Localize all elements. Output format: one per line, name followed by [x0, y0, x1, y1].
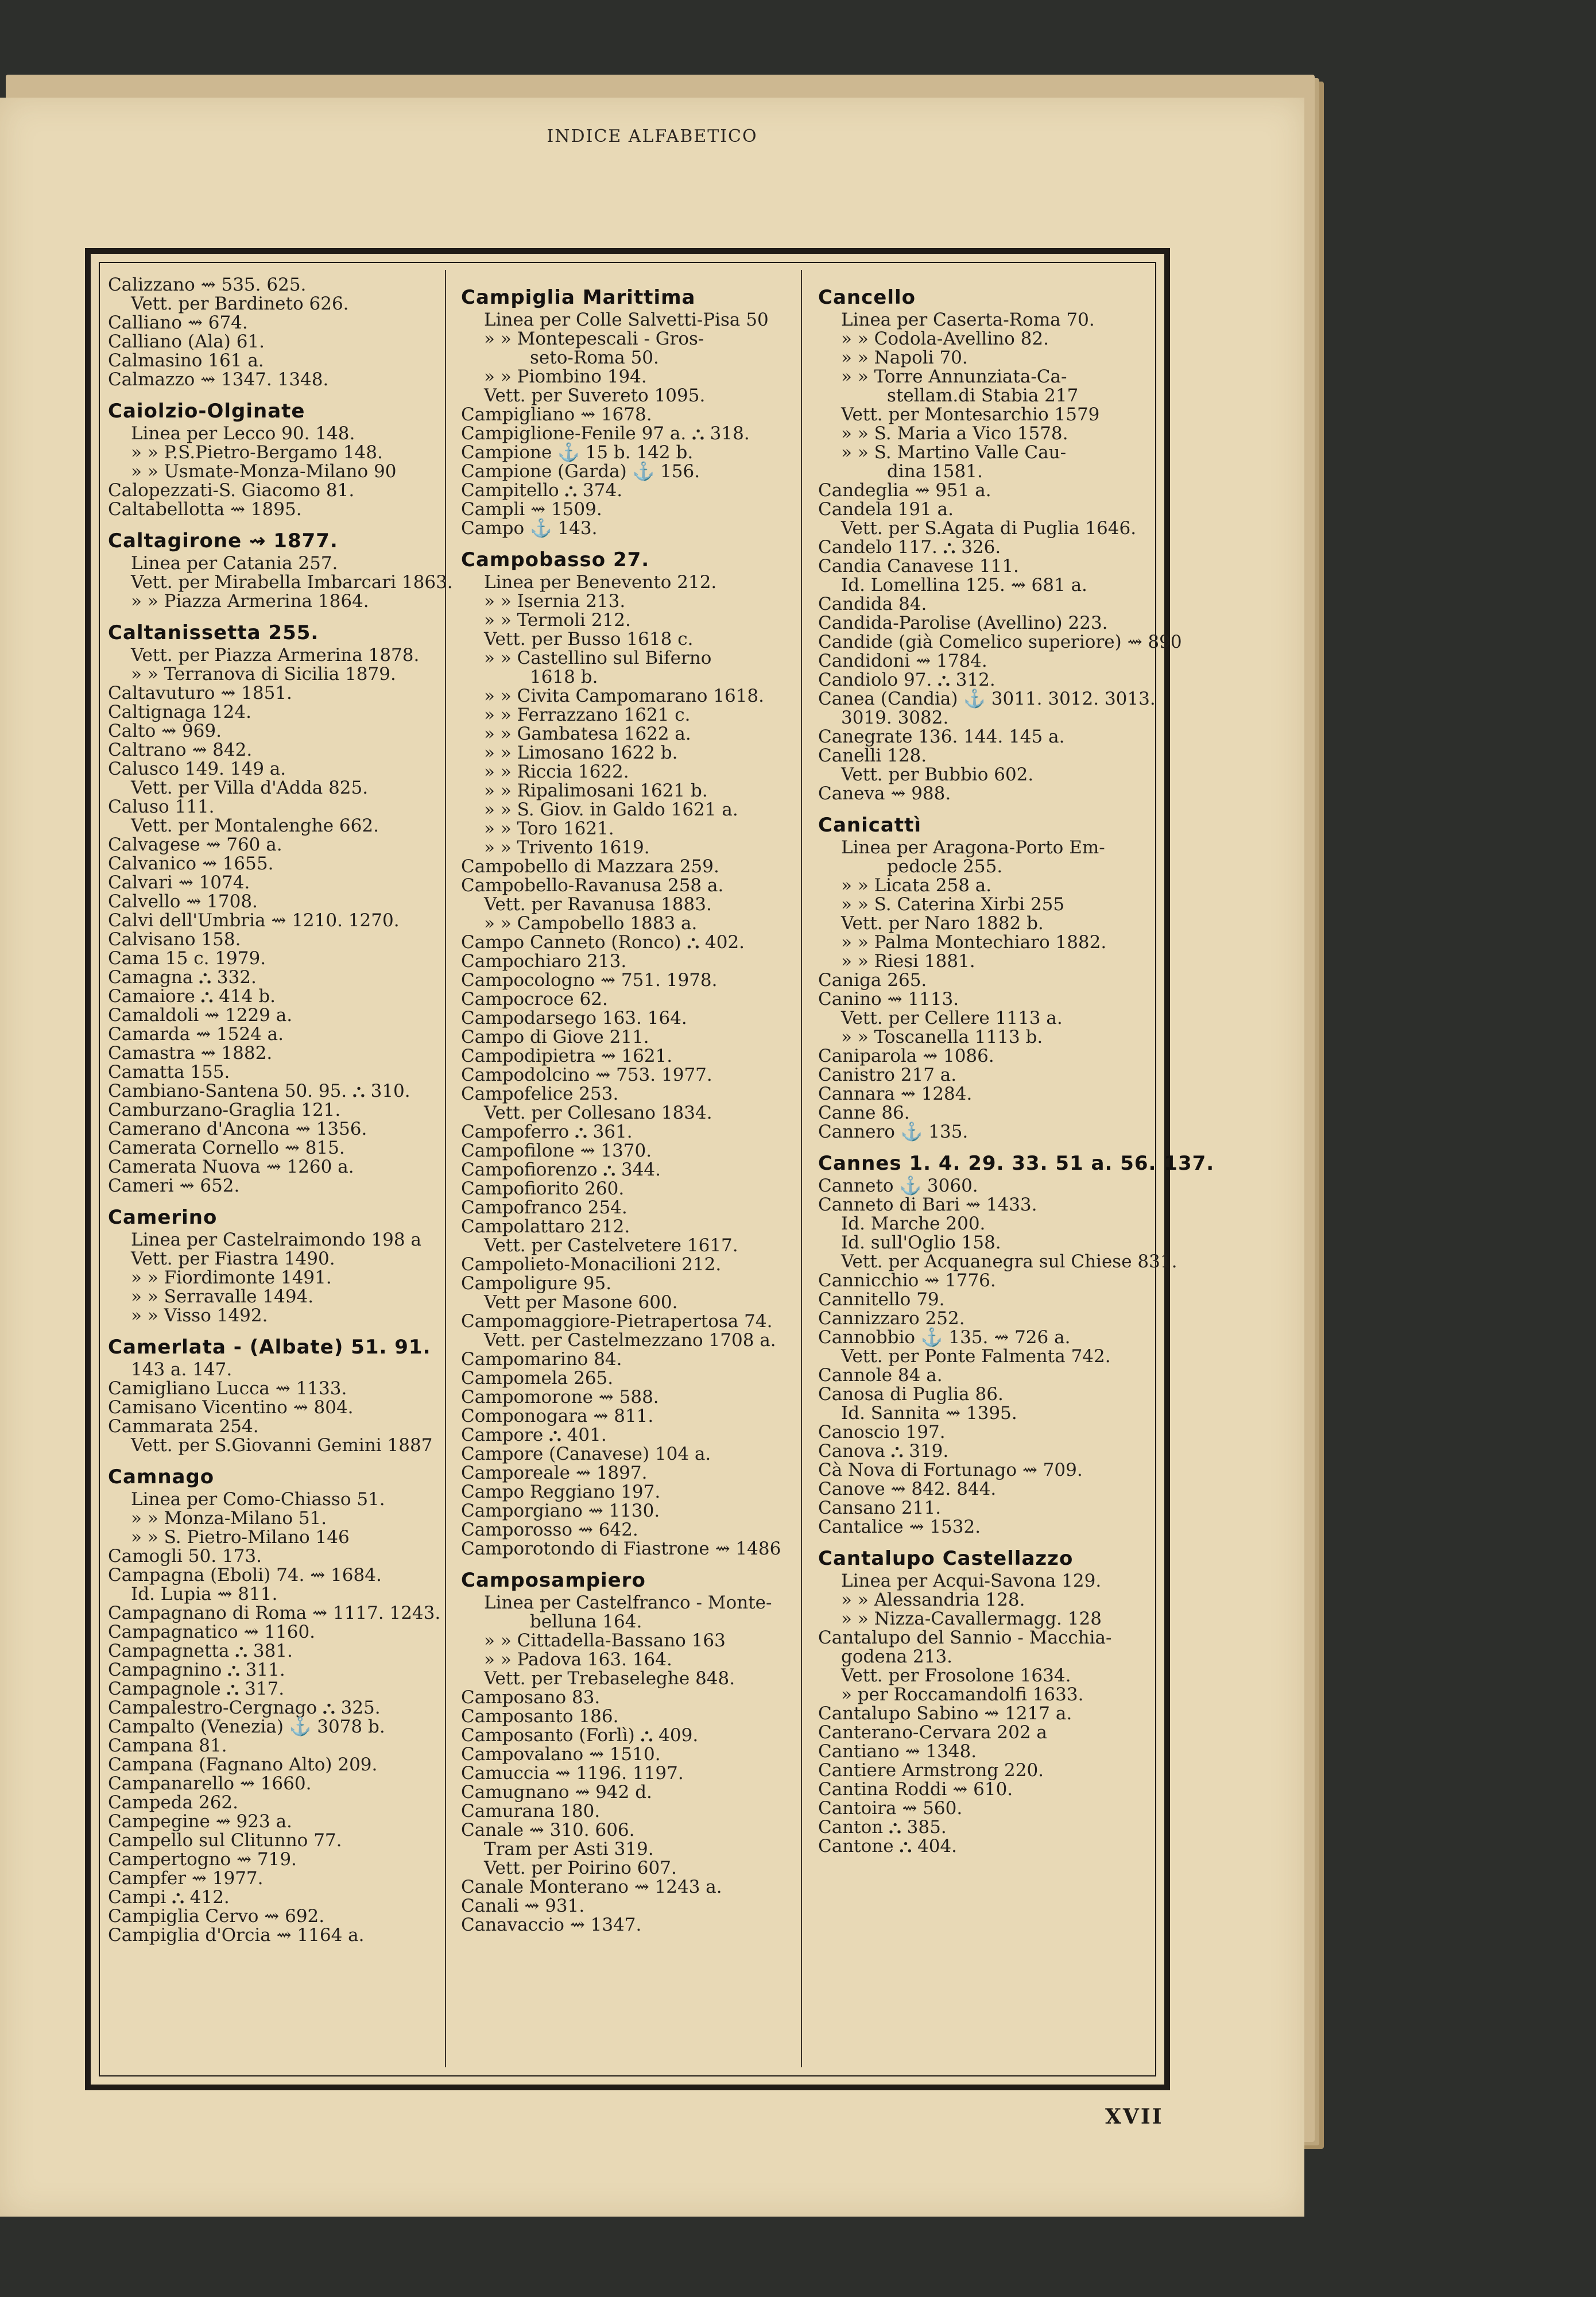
index-entry: Campofiorito 260.	[461, 1178, 625, 1199]
index-entry: » » Ripalimosani 1621 b.	[484, 780, 708, 801]
index-entry: » » Visso 1492.	[131, 1305, 268, 1326]
index-entry: Calliano ⇝ 674.	[108, 312, 248, 333]
index-entry: » » Piazza Armerina 1864.	[131, 591, 369, 612]
index-heading: Camerlata - (Albate) 51. 91.	[108, 1336, 431, 1359]
index-entry: Campiglia d'Orcia ⇝ 1164 a.	[108, 1925, 365, 1946]
index-entry: Vett. per Poirino 607.	[484, 1858, 677, 1878]
index-entry: Canton ⛬ 385.	[818, 1817, 947, 1838]
index-entry: Caltavuturo ⇝ 1851.	[108, 683, 292, 703]
index-entry: Campofelice 253.	[461, 1084, 619, 1104]
page-number: XVII	[1105, 2105, 1164, 2129]
index-entry: Campofiorenzo ⛬ 344.	[461, 1159, 661, 1180]
index-entry: Camisano Vicentino ⇝ 804.	[108, 1397, 354, 1418]
index-entry: Candela 191 a.	[818, 499, 954, 520]
index-entry: Cambiano-Santena 50. 95. ⛬ 310.	[108, 1081, 410, 1101]
index-heading: Canicattì	[818, 814, 922, 837]
index-entry: Calvello ⇝ 1708.	[108, 891, 258, 912]
index-entry: » » Toro 1621.	[484, 818, 614, 839]
index-entry: Calvi dell'Umbria ⇝ 1210. 1270.	[108, 910, 400, 931]
index-entry: godena 213.	[841, 1646, 953, 1667]
index-entry: Campagnino ⛬ 311.	[108, 1660, 285, 1680]
index-entry: Vett. per Ponte Falmenta 742.	[841, 1346, 1111, 1367]
index-entry: Canoscio 197.	[818, 1422, 946, 1443]
index-entry: Camporotondo di Fiastrone ⇝ 1486	[461, 1538, 781, 1559]
index-entry: Candeglia ⇝ 951 a.	[818, 480, 991, 501]
index-entry: » » S. Giov. in Galdo 1621 a.	[484, 799, 738, 820]
index-entry: » » Campobello 1883 a.	[484, 913, 698, 934]
index-entry: Canne 86.	[818, 1103, 910, 1123]
index-heading: Campobasso 27.	[461, 548, 650, 571]
index-heading: Caiolzio-Olginate	[108, 400, 305, 423]
index-entry: Calvisano 158.	[108, 929, 241, 950]
index-entry: Campagnole ⛬ 317.	[108, 1679, 285, 1699]
index-entry: Cama 15 c. 1979.	[108, 948, 266, 969]
index-entry: Caltignaga 124.	[108, 702, 251, 722]
index-entry: Campobello-Ravanusa 258 a.	[461, 875, 724, 896]
index-entry: Cammarata 254.	[108, 1416, 259, 1437]
index-entry: Linea per Como-Chiasso 51.	[131, 1489, 385, 1510]
index-entry: Campo di Giove 211.	[461, 1027, 649, 1047]
index-entry: 143 a. 147.	[131, 1359, 233, 1380]
index-entry: » » S. Pietro-Milano 146	[131, 1527, 350, 1548]
index-entry: » » Montepescali - Gros-	[484, 328, 704, 349]
index-entry: Campertogno ⇝ 719.	[108, 1849, 297, 1870]
index-entry: Candelo 117. ⛬ 326.	[818, 537, 1001, 558]
index-entry: Campore ⛬ 401.	[461, 1425, 607, 1445]
index-heading: Cancello	[818, 286, 916, 309]
index-entry: » » S. Martino Valle Cau-	[841, 442, 1067, 463]
index-entry: 1618 b.	[530, 667, 598, 687]
index-entry: Cantoira ⇝ 560.	[818, 1798, 963, 1819]
index-entry: Campoferro ⛬ 361.	[461, 1122, 633, 1142]
index-entry: Vett. per Frosolone 1634.	[841, 1665, 1071, 1686]
index-entry: Canova ⛬ 319.	[818, 1441, 949, 1461]
index-entry: » » P.S.Pietro-Bergamo 148.	[131, 442, 383, 463]
index-entry: Candida 84.	[818, 594, 927, 614]
index-entry: » » Piombino 194.	[484, 366, 647, 387]
index-entry: Camposano 83.	[461, 1687, 601, 1708]
index-entry: Camerata Nuova ⇝ 1260 a.	[108, 1157, 354, 1177]
index-entry: Id. Lupia ⇝ 811.	[131, 1584, 278, 1604]
index-entry: Componogara ⇝ 811.	[461, 1406, 654, 1426]
index-entry: Campione (Garda) ⚓ 156.	[461, 461, 700, 482]
index-entry: Caltabellotta ⇝ 1895.	[108, 499, 302, 520]
index-entry: pedocle 255.	[887, 856, 1003, 877]
index-entry: Campomarino 84.	[461, 1349, 622, 1370]
index-entry: Camposanto 186.	[461, 1706, 619, 1727]
index-entry: » » Licata 258 a.	[841, 875, 992, 896]
index-entry: Vett. per Montalenghe 662.	[131, 815, 379, 836]
index-entry: » » Padova 163. 164.	[484, 1649, 672, 1670]
index-column-1	[108, 274, 453, 1946]
index-entry: Campomela 265.	[461, 1368, 614, 1389]
index-entry: stellam.di Stabia 217	[887, 385, 1079, 406]
index-entry: Cannicchio ⇝ 1776.	[818, 1270, 996, 1291]
index-entry: Canale Monterano ⇝ 1243 a.	[461, 1877, 722, 1897]
index-entry: Calliano (Ala) 61.	[108, 331, 265, 352]
index-entry: Canino ⇝ 1113.	[818, 989, 959, 1010]
index-entry: Linea per Lecco 90. 148.	[131, 423, 355, 444]
index-entry: Camporeale ⇝ 1897.	[461, 1463, 648, 1483]
index-entry: » » Monza-Milano 51.	[131, 1508, 327, 1529]
index-entry: Cannobbio ⚓ 135. ⇝ 726 a.	[818, 1327, 1071, 1348]
index-column-2	[461, 276, 794, 1935]
index-entry: Canove ⇝ 842. 844.	[818, 1479, 997, 1499]
index-column-3	[818, 276, 1215, 1857]
index-entry: Cannara ⇝ 1284.	[818, 1084, 973, 1104]
index-entry: Campochiaro 213.	[461, 951, 627, 972]
index-heading: Caltanissetta 255.	[108, 621, 319, 644]
index-entry: » » Limosano 1622 b.	[484, 743, 678, 763]
index-entry: Id. Marche 200.	[841, 1213, 986, 1234]
index-entry: Canosa di Puglia 86.	[818, 1384, 1004, 1405]
index-entry: Caneva ⇝ 988.	[818, 783, 951, 804]
index-entry: Vett. per Fiastra 1490.	[131, 1248, 335, 1269]
index-entry: Campodipietra ⇝ 1621.	[461, 1046, 673, 1066]
index-entry: Candiolo 97. ⛬ 312.	[818, 670, 995, 690]
index-entry: Camerata Cornello ⇝ 815.	[108, 1138, 345, 1158]
index-entry: Camaiore ⛬ 414 b.	[108, 986, 276, 1007]
index-entry: » » Codola-Avellino 82.	[841, 328, 1049, 349]
index-entry: Cantone ⛬ 404.	[818, 1836, 958, 1857]
index-entry: Caluso 111.	[108, 796, 215, 817]
index-entry: Campitello ⛬ 374.	[461, 480, 623, 501]
index-entry: Campobello di Mazzara 259.	[461, 856, 719, 877]
index-entry: » » Isernia 213.	[484, 591, 626, 612]
index-entry: Vett. per Naro 1882 b.	[841, 913, 1044, 934]
index-entry: Canegrate 136. 144. 145 a.	[818, 726, 1065, 747]
index-entry: Linea per Benevento 212.	[484, 572, 717, 593]
index-heading: Camerino	[108, 1206, 218, 1229]
index-entry: Campo Canneto (Ronco) ⛬ 402.	[461, 932, 745, 953]
index-entry: Calmasino 161 a.	[108, 350, 264, 371]
index-entry: » » Castellino sul Biferno	[484, 648, 712, 668]
index-entry: Vett. per S.Agata di Puglia 1646.	[841, 518, 1137, 539]
index-heading: Cannes 1. 4. 29. 33. 51 a. 56. 137.	[818, 1152, 1215, 1175]
index-entry: Campanarello ⇝ 1660.	[108, 1773, 312, 1794]
index-entry: Campagnetta ⛬ 381.	[108, 1641, 293, 1661]
index-entry: seto-Roma 50.	[530, 347, 659, 368]
index-entry: » » Serravalle 1494.	[131, 1286, 314, 1307]
index-entry: Tram per Asti 319.	[484, 1839, 654, 1859]
index-entry: Campi ⛬ 412.	[108, 1887, 230, 1908]
index-entry: Cannero ⚓ 135.	[818, 1122, 969, 1142]
index-entry: Camogli 50. 173.	[108, 1546, 262, 1567]
index-entry: » » Riccia 1622.	[484, 761, 629, 782]
index-entry: Campofranco 254.	[461, 1197, 627, 1218]
index-entry: Cantiano ⇝ 1348.	[818, 1741, 977, 1762]
index-entry: Campigliano ⇝ 1678.	[461, 404, 652, 425]
index-entry: Vett. per Suvereto 1095.	[484, 385, 706, 406]
index-entry: » » Civita Campomarano 1618.	[484, 686, 765, 706]
index-entry: Vett. per Castelvetere 1617.	[484, 1235, 738, 1256]
index-entry: Camposanto (Forlì) ⛬ 409.	[461, 1725, 699, 1746]
index-entry: Campolattaro 212.	[461, 1216, 630, 1237]
index-entry: » » Usmate-Monza-Milano 90	[131, 461, 397, 482]
index-entry: Camastra ⇝ 1882.	[108, 1043, 273, 1064]
index-entry: Campolieto-Monacilioni 212.	[461, 1254, 722, 1275]
index-entry: » » S. Maria a Vico 1578.	[841, 423, 1068, 444]
index-entry: » » Ferrazzano 1621 c.	[484, 705, 691, 725]
index-heading: Campiglia Marittima	[461, 286, 696, 309]
index-entry: Campello sul Clitunno 77.	[108, 1830, 342, 1851]
index-entry: Cantina Roddi ⇝ 610.	[818, 1779, 1013, 1800]
index-entry: Cameri ⇝ 652.	[108, 1175, 240, 1196]
column-rule	[445, 270, 446, 2067]
index-entry: Camatta 155.	[108, 1062, 230, 1082]
index-entry: Campalestro-Cergnago ⛬ 325.	[108, 1697, 381, 1718]
index-entry: Vett. per Ravanusa 1883.	[484, 894, 712, 915]
index-entry: Vett. per Bardineto 626.	[131, 293, 349, 314]
index-entry: Canale ⇝ 310. 606.	[461, 1820, 635, 1840]
index-entry: » » Riesi 1881.	[841, 951, 975, 972]
index-entry: Campore (Canavese) 104 a.	[461, 1444, 711, 1464]
index-entry: Linea per Castelraimondo 198 a	[131, 1229, 421, 1250]
index-entry: » » Alessandria 128.	[841, 1590, 1025, 1610]
index-entry: Canneto di Bari ⇝ 1433.	[818, 1194, 1037, 1215]
index-entry: Vett per Masone 600.	[484, 1292, 678, 1313]
index-entry: » per Roccamandolfi 1633.	[841, 1684, 1084, 1705]
index-entry: Campiglia Cervo ⇝ 692.	[108, 1906, 325, 1927]
index-entry: Campagnano di Roma ⇝ 1117. 1243.	[108, 1603, 441, 1623]
index-entry: Campocroce 62.	[461, 989, 608, 1010]
index-entry: Calto ⇝ 969.	[108, 721, 222, 741]
index-entry: Campeda 262.	[108, 1792, 238, 1813]
index-entry: Campo Reggiano 197.	[461, 1482, 661, 1502]
index-entry: Linea per Colle Salvetti-Pisa 50	[484, 310, 769, 330]
index-entry: Cannitello 79.	[818, 1289, 945, 1310]
index-entry: Camuccia ⇝ 1196. 1197.	[461, 1763, 684, 1784]
index-entry: Candidoni ⇝ 1784.	[818, 651, 987, 671]
index-entry: Vett. per Piazza Armerina 1878.	[131, 645, 420, 666]
index-entry: Vett. per Trebaseleghe 848.	[484, 1668, 735, 1689]
index-entry: Cantalice ⇝ 1532.	[818, 1517, 981, 1537]
index-heading: Camnago	[108, 1465, 215, 1488]
index-entry: » » Trivento 1619.	[484, 837, 650, 858]
index-entry: Campagna (Eboli) 74. ⇝ 1684.	[108, 1565, 382, 1586]
index-entry: Campodolcino ⇝ 753. 1977.	[461, 1065, 712, 1085]
index-entry: Linea per Castelfranco - Monte-	[484, 1592, 772, 1613]
index-entry: Linea per Aragona-Porto Em-	[841, 837, 1105, 858]
index-entry: Vett. per Cellere 1113 a.	[841, 1008, 1063, 1028]
index-entry: Candide (già Comelico superiore) ⇝ 890	[818, 632, 1182, 652]
index-entry: » » Fiordimonte 1491.	[131, 1267, 332, 1288]
index-entry: » » Gambatesa 1622 a.	[484, 724, 691, 744]
index-entry: Camurana 180.	[461, 1801, 601, 1822]
index-entry: Cantalupo del Sannio - Macchia-	[818, 1627, 1112, 1648]
index-entry: Camigliano Lucca ⇝ 1133.	[108, 1378, 347, 1399]
index-entry: Campo ⚓ 143.	[461, 518, 598, 539]
index-entry: Canistro 217 a.	[818, 1065, 957, 1085]
index-entry: » » Cittadella-Bassano 163	[484, 1630, 726, 1651]
index-entry: Campana 81.	[108, 1735, 227, 1756]
index-heading: Camposampiero	[461, 1569, 646, 1592]
index-entry: Vett. per Acquanegra sul Chiese 831.	[841, 1251, 1177, 1272]
index-entry: Caltrano ⇝ 842.	[108, 740, 253, 760]
index-entry: Cannole 84 a.	[818, 1365, 943, 1386]
index-entry: Linea per Acqui-Savona 129.	[841, 1571, 1102, 1591]
index-entry: belluna 164.	[530, 1611, 642, 1632]
index-entry: Cansano 211.	[818, 1498, 942, 1518]
index-entry: » » Palma Montechiaro 1882.	[841, 932, 1107, 953]
index-entry: Canterano-Cervara 202 a	[818, 1722, 1047, 1743]
index-entry: Campomaggiore-Pietrapertosa 74.	[461, 1311, 773, 1332]
index-entry: Campiglione-Fenile 97 a. ⛬ 318.	[461, 423, 750, 444]
index-entry: Vett. per Castelmezzano 1708 a.	[484, 1330, 776, 1351]
index-entry: Campagnatico ⇝ 1160.	[108, 1622, 316, 1642]
index-entry: » » Terranova di Sicilia 1879.	[131, 664, 396, 685]
index-entry: Linea per Catania 257.	[131, 553, 338, 574]
index-entry: Id. sull'Oglio 158.	[841, 1232, 1001, 1253]
index-entry: Camerano d'Ancona ⇝ 1356.	[108, 1119, 367, 1139]
index-entry: » » Torre Annunziata-Ca-	[841, 366, 1067, 387]
index-entry: Calmazzo ⇝ 1347. 1348.	[108, 369, 329, 390]
index-entry: Campofilone ⇝ 1370.	[461, 1140, 652, 1161]
index-entry: Calizzano ⇝ 535. 625.	[108, 274, 307, 295]
index-entry: Canelli 128.	[818, 745, 927, 766]
index-entry: Campalto (Venezia) ⚓ 3078 b.	[108, 1716, 385, 1737]
index-entry: Campocologno ⇝ 751. 1978.	[461, 970, 718, 991]
index-entry: » » S. Caterina Xirbi 255	[841, 894, 1065, 915]
index-entry: Canea (Candia) ⚓ 3011. 3012. 3013.	[818, 689, 1156, 709]
index-entry: Candia Canavese 111.	[818, 556, 1019, 577]
column-rule	[801, 270, 802, 2067]
index-entry: Candida-Parolise (Avellino) 223.	[818, 613, 1108, 633]
index-entry: Camugnano ⇝ 942 d.	[461, 1782, 652, 1803]
index-entry: Camporgiano ⇝ 1130.	[461, 1501, 660, 1521]
index-entry: 3019. 3082.	[841, 707, 949, 728]
index-entry: Id. Lomellina 125. ⇝ 681 a.	[841, 575, 1087, 595]
index-entry: Vett. per S.Giovanni Gemini 1887	[131, 1435, 433, 1456]
index-entry: Campegine ⇝ 923 a.	[108, 1811, 292, 1832]
index-entry: Vett. per Busso 1618 c.	[484, 629, 694, 649]
index-entry: Campana (Fagnano Alto) 209.	[108, 1754, 378, 1775]
index-entry: Linea per Caserta-Roma 70.	[841, 310, 1095, 330]
index-entry: Camporosso ⇝ 642.	[461, 1519, 638, 1540]
index-entry: Campomorone ⇝ 588.	[461, 1387, 659, 1407]
index-entry: Campovalano ⇝ 1510.	[461, 1744, 661, 1765]
index-entry: Cantalupo Sabino ⇝ 1217 a.	[818, 1703, 1072, 1724]
index-entry: Vett. per Montesarchio 1579	[841, 404, 1100, 425]
index-entry: Camarda ⇝ 1524 a.	[108, 1024, 284, 1045]
index-entry: Calusco 149. 149 a.	[108, 759, 286, 779]
index-entry: Canavaccio ⇝ 1347.	[461, 1915, 642, 1935]
index-entry: Vett. per Mirabella Imbarcari 1863.	[131, 572, 453, 593]
index-entry: Vett. per Bubbio 602.	[841, 764, 1034, 785]
index-entry: Canneto ⚓ 3060.	[818, 1175, 978, 1196]
index-entry: Camburzano-Graglia 121.	[108, 1100, 341, 1120]
index-entry: Campodarsego 163. 164.	[461, 1008, 687, 1028]
index-entry: » » Nizza-Cavallermagg. 128	[841, 1608, 1102, 1629]
index-entry: Calopezzati-S. Giacomo 81.	[108, 480, 355, 501]
index-entry: Campoligure 95.	[461, 1273, 612, 1294]
index-entry: Camaldoli ⇝ 1229 a.	[108, 1005, 293, 1026]
index-entry: dina 1581.	[887, 461, 983, 482]
index-entry: Calvanico ⇝ 1655.	[108, 853, 274, 874]
index-entry: Cà Nova di Fortunago ⇝ 709.	[818, 1460, 1083, 1480]
index-entry: » » Termoli 212.	[484, 610, 631, 631]
index-heading: Caltagirone ⇝ 1877.	[108, 529, 338, 552]
index-entry: Vett. per Collesano 1834.	[484, 1103, 712, 1123]
index-entry: Caniga 265.	[818, 970, 927, 991]
page-header: INDICE ALFABETICO	[547, 126, 758, 146]
index-entry: Vett. per Villa d'Adda 825.	[131, 778, 369, 798]
index-entry: » » Napoli 70.	[841, 347, 968, 368]
index-entry: Canali ⇝ 931.	[461, 1896, 585, 1916]
index-entry: Calvari ⇝ 1074.	[108, 872, 250, 893]
index-entry: Caniparola ⇝ 1086.	[818, 1046, 994, 1066]
index-entry: Camagna ⛬ 332.	[108, 967, 257, 988]
index-entry: Calvagese ⇝ 760 a.	[108, 834, 282, 855]
index-entry: Campione ⚓ 15 b. 142 b.	[461, 442, 694, 463]
index-entry: » » Toscanella 1113 b.	[841, 1027, 1043, 1047]
index-entry: Cannizzaro 252.	[818, 1308, 965, 1329]
index-entry: Campli ⇝ 1509.	[461, 499, 602, 520]
index-entry: Cantiere Armstrong 220.	[818, 1760, 1044, 1781]
index-heading: Cantalupo Castellazzo	[818, 1547, 1074, 1570]
index-entry: Id. Sannita ⇝ 1395.	[841, 1403, 1017, 1424]
index-entry: Campfer ⇝ 1977.	[108, 1868, 264, 1889]
